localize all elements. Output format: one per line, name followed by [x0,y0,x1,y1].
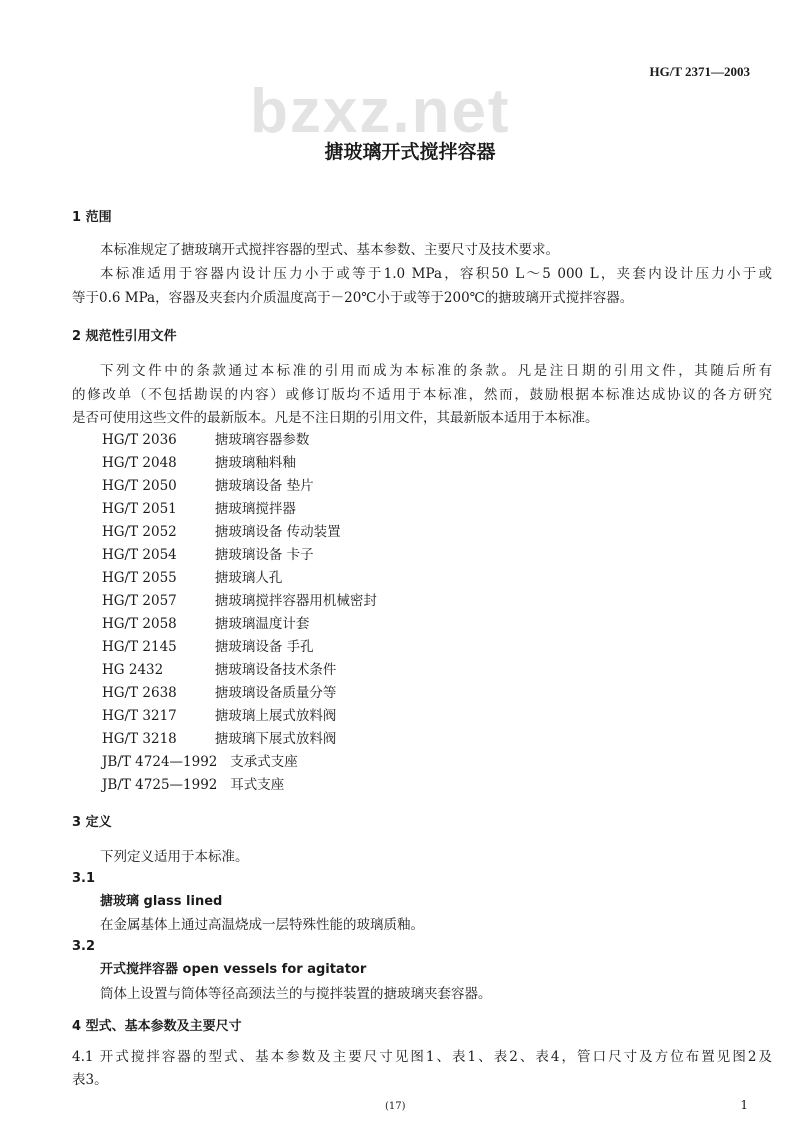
reference-title: 搪玻璃设备 传动装置 [214,524,341,540]
reference-item [102,431,309,449]
section-2-heading: 2 规范性引用文件 [72,329,177,344]
page-code: (17) [385,1101,406,1112]
reference-item [102,638,314,656]
paragraph: 下列文件中的条款通过本标准的引用而成为本标准的条款。凡是注日期的引用文件，其随后所有 [100,363,772,379]
reference-title: 支承式支座 [230,754,298,770]
reference-title: 搪玻璃温度计套 [214,616,310,632]
reference-code: JB/T 4724—1992 [102,754,218,770]
paragraph: 等于0.6 MPa，容器及夹套内介质温度高于－20℃小于或等于200℃的搪玻璃开式搅拌容器。 [72,290,634,306]
definition-term: 搪玻璃 glass lined [100,894,223,909]
definition-number: 3.1 [72,871,96,886]
reference-item [102,776,284,794]
paragraph: 的修改单（不包括勘误的内容）或修订版均不适用于本标准，然而，鼓励根据本标准达成协议的各方研究 [72,387,772,403]
definition-text: 在金属基体上通过高温烧成一层特殊性能的玻璃质釉。 [100,917,424,933]
standard-code-header: HG/T 2371—2003 [649,64,750,79]
definition-text: 筒体上设置与筒体等径高颈法兰的与搅拌装置的搪玻璃夹套容器。 [100,986,492,1002]
reference-item [102,661,336,679]
reference-title: 搪玻璃设备技术条件 [214,662,337,678]
reference-code: HG/T 2054 [102,547,177,563]
reference-code: HG/T 3217 [102,708,177,724]
reference-title: 搪玻璃上展式放料阀 [214,708,337,724]
reference-code: HG/T 2050 [102,478,177,494]
reference-code: HG 2432 [102,662,164,678]
reference-item [102,477,314,495]
reference-code: HG/T 3218 [102,731,177,747]
paragraph: 本标准适用于容器内设计压力小于或等于1.0 MPa，容积50 L～5 000 L，夹套内设计压力小于或 [100,266,772,282]
reference-item [102,523,341,541]
reference-item [102,707,336,725]
section-4-heading: 4 型式、基本参数及主要尺寸 [72,1019,242,1034]
reference-title: 搪玻璃搅拌容器用机械密封 [214,593,377,609]
reference-code: HG/T 2051 [102,501,177,517]
reference-title: 搪玻璃容器参数 [214,432,310,448]
reference-title: 搪玻璃设备质量分等 [214,685,337,701]
paragraph: 4.1 开式搅拌容器的型式、基本参数及主要尺寸见图1、表1、表2、表4，管口尺寸及方位布置见图2及 [72,1049,772,1065]
paragraph: 是否可使用这些文件的最新版本。凡是不注日期的引用文件，其最新版本适用于本标准。 [72,410,599,426]
reference-title: 搪玻璃釉料釉 [214,455,296,471]
section-1-heading: 1 范围 [72,210,112,225]
reference-code: JB/T 4725—1992 [102,777,218,793]
section-3-heading: 3 定义 [72,815,112,830]
reference-title: 搪玻璃设备 手孔 [214,639,314,655]
document-title: 搪玻璃开式搅拌容器 [324,141,496,163]
reference-title: 搪玻璃设备 垫片 [214,478,314,494]
reference-title: 搪玻璃下展式放料阀 [214,731,337,747]
reference-item [102,454,296,472]
reference-item [102,684,336,702]
page-number: 1 [740,1098,748,1112]
definition-number: 3.2 [72,939,96,954]
reference-code: HG/T 2638 [102,685,177,701]
reference-code: HG/T 2057 [102,593,177,609]
reference-item [102,592,377,610]
reference-title: 搪玻璃设备 卡子 [214,547,314,563]
reference-title: 搪玻璃搅拌器 [214,501,296,517]
reference-title: 耳式支座 [230,777,285,793]
paragraph: 表3。 [72,1072,108,1088]
reference-code: HG/T 2052 [102,524,177,540]
reference-code: HG/T 2145 [102,639,177,655]
reference-code: HG/T 2036 [102,432,177,448]
reference-item [102,500,296,518]
definition-term: 开式搅拌容器 open vessels for agitator [100,962,367,977]
reference-code: HG/T 2058 [102,616,177,632]
reference-code: HG/T 2048 [102,455,177,471]
reference-code: HG/T 2055 [102,570,177,586]
reference-title: 搪玻璃人孔 [214,570,283,586]
reference-item [102,615,309,633]
reference-item [102,569,282,587]
reference-item [102,546,314,564]
paragraph: 本标准规定了搪玻璃开式搅拌容器的型式、基本参数、主要尺寸及技术要求。 [100,242,559,258]
reference-item [102,753,298,771]
paragraph: 下列定义适用于本标准。 [100,849,249,865]
watermark: bzxz.net [250,84,511,140]
reference-item [102,730,336,748]
